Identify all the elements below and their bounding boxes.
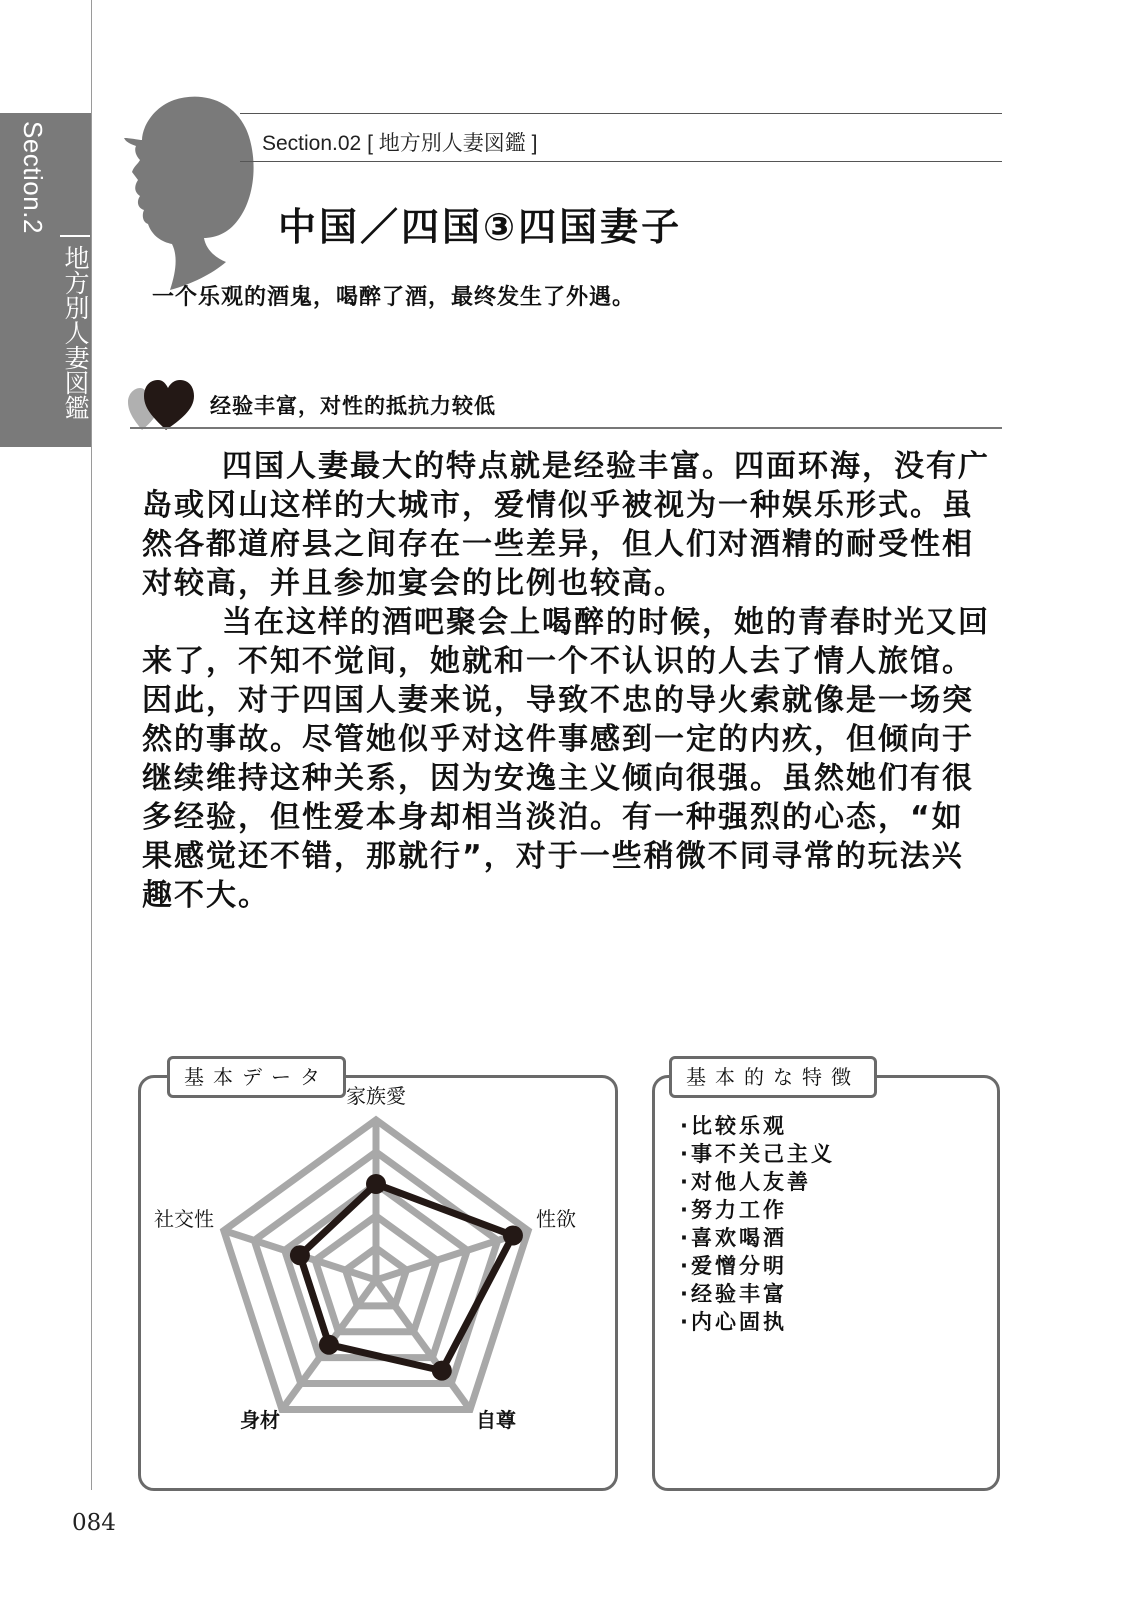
radar-axis-label: 性欲 bbox=[536, 1207, 576, 1231]
side-tab-divider bbox=[60, 235, 90, 237]
basic-features-label: 基本的な特徴 bbox=[669, 1056, 877, 1098]
page-title: 中国／四国③四国妻子 bbox=[278, 205, 683, 249]
radar-data-point bbox=[432, 1361, 452, 1381]
radar-axis-label: 自尊 bbox=[476, 1408, 516, 1432]
page-margin-line bbox=[91, 0, 92, 1490]
body-paragraph: 四国人妻最大的特点就是经验丰富。四面环海，没有广岛或冈山这样的大城市，爱情似乎被视为一种娱乐形式。虽然各都道府县之间存在一些差异，但人们对酒精的耐受性相对较高，并且参加宴会的比例也较高。 bbox=[142, 449, 990, 601]
page-subtitle: 一个乐观的酒鬼，喝醉了酒，最终发生了外遇。 bbox=[152, 285, 636, 310]
feature-item: ·对他人友善 bbox=[680, 1170, 811, 1194]
feature-item: ·爱憎分明 bbox=[680, 1254, 787, 1278]
basic-data-label: 基本データ bbox=[167, 1056, 346, 1098]
features-list bbox=[680, 1112, 835, 1336]
header-bottom-rule bbox=[240, 161, 1002, 162]
sub-heading-rule bbox=[130, 427, 1002, 429]
header-top-rule bbox=[240, 113, 1002, 114]
radar-axis-label: 家族愛 bbox=[346, 1084, 406, 1108]
radar-chart bbox=[138, 1075, 618, 1485]
body-text bbox=[142, 447, 992, 915]
radar-data-point bbox=[366, 1174, 386, 1194]
feature-item: ·经验丰富 bbox=[680, 1282, 787, 1306]
woman-silhouette-icon bbox=[112, 92, 262, 292]
feature-item: ·比较乐观 bbox=[680, 1114, 787, 1138]
side-tab-chapter: 地方別人妻図鑑 bbox=[61, 245, 90, 420]
page-number: 084 bbox=[72, 1510, 116, 1536]
radar-axis-label: 身材 bbox=[240, 1408, 280, 1432]
hearts-icon bbox=[128, 380, 196, 432]
radar-data-point bbox=[319, 1335, 339, 1355]
section-side-tab bbox=[0, 113, 91, 447]
radar-data-point bbox=[503, 1226, 523, 1246]
feature-item: ·喜欢喝酒 bbox=[680, 1226, 787, 1250]
radar-axis-label: 社交性 bbox=[154, 1207, 214, 1231]
radar-data-point bbox=[290, 1245, 310, 1265]
side-tab-section: Section.2 bbox=[18, 121, 48, 234]
feature-item: ·内心固执 bbox=[680, 1310, 787, 1334]
feature-item: ·努力工作 bbox=[680, 1198, 787, 1222]
sub-heading: 经验丰富，对性的抵抗力较低 bbox=[210, 394, 496, 418]
body-paragraph: 当在这样的酒吧聚会上喝醉的时候，她的青春时光又回来了，不知不觉间，她就和一个不认识的人去了情人旅馆。因此，对于四国人妻来说，导致不忠的导火索就像是一场突然的事故。尽管她似乎对这件事感到一定的内疚，但倾向于继续维持这种关系，因为安逸主义倾向很强。虽然她们有很多经验，但性爱本身却相当淡泊。有一种强烈的心态，“如果感觉还不错，那就行”，对于一些稍微不同寻常的玩法兴趣不大。 bbox=[142, 605, 990, 913]
section-label: Section.02 [ 地方別人妻図鑑 ] bbox=[262, 132, 538, 155]
feature-item: ·事不关己主义 bbox=[680, 1142, 835, 1166]
